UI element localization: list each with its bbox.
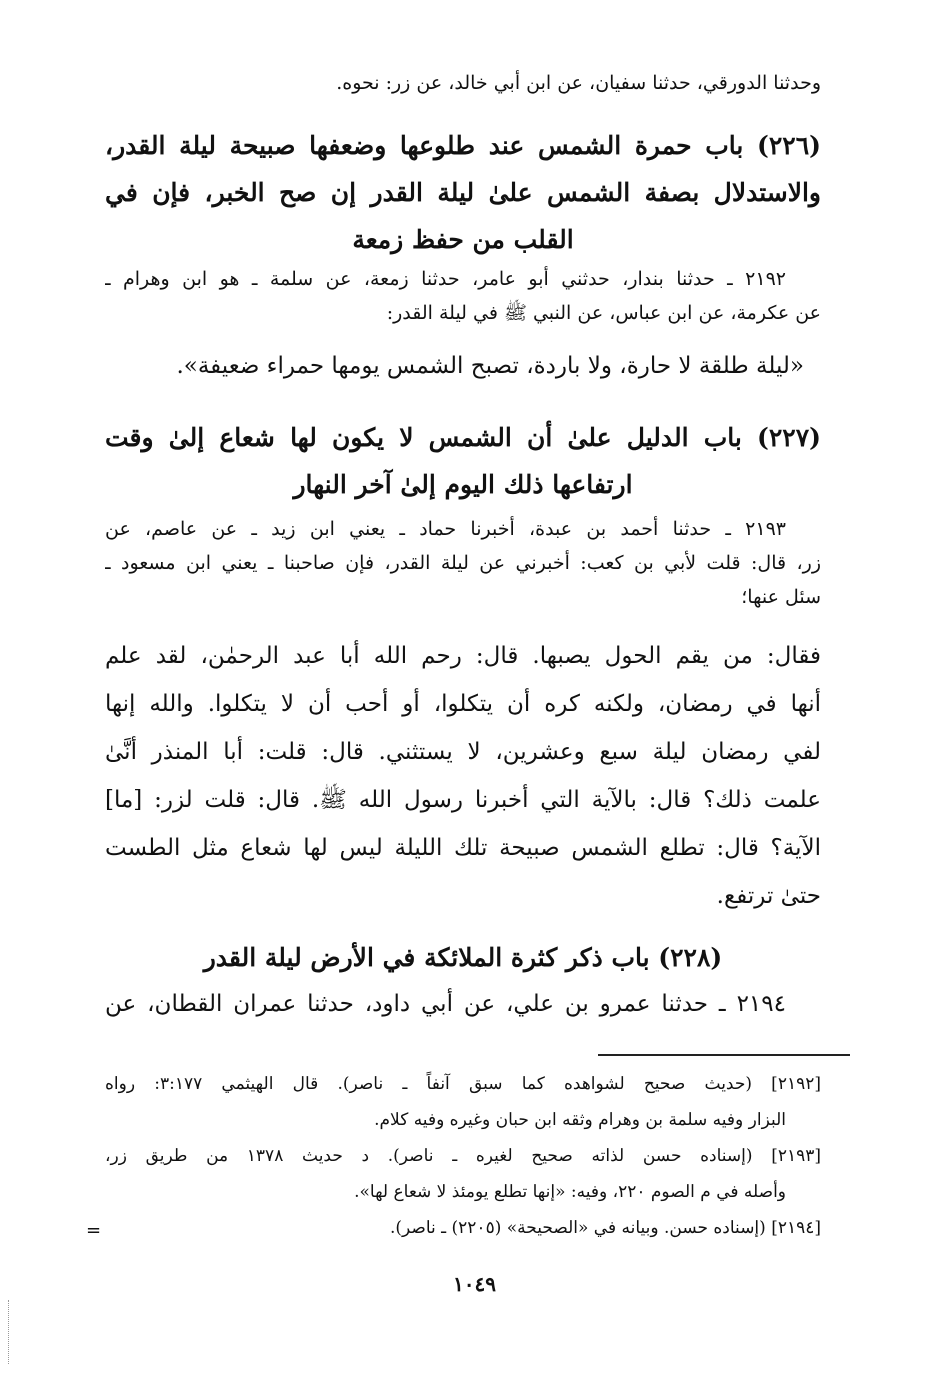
text-line: ٢١٩٣ ـ حدثنا أحمد بن عبدة، أخبرنا حماد ـ يعني ابن زيد ـ عن عاصم، عن <box>105 518 786 540</box>
chapter-heading-228 <box>105 934 821 981</box>
continuation-mark: = <box>86 1220 102 1241</box>
hadith-2193-answer <box>105 632 821 920</box>
text-line: ٢١٩٤ ـ حدثنا عمرو بن علي، عن أبي داود، حدثنا عمران القطان، عن <box>105 991 786 1017</box>
heading-line: (٢٢٦) باب حمرة الشمس عند طلوعها وضعفها صبيحة ليلة القدر، <box>105 131 821 160</box>
text-line: عن عكرمة، عن ابن عباس، عن النبي ﷺ في ليلة القدر: <box>386 302 821 324</box>
text-line: حتىٰ ترتفع. <box>716 883 821 909</box>
text-line: سئل عنها؛ <box>741 586 821 608</box>
footnote-line: [٢١٩٣] (إسناده حسن لذاته صحيح لغيره ـ ناصر). د حديث ١٣٧٨ من طريق زر، <box>105 1146 821 1166</box>
chapter-heading-227 <box>105 414 821 508</box>
scan-edge-mark <box>8 1300 11 1364</box>
text-line: علمت ذلك؟ قال: بالآية التي أخبرنا رسول الله ﷺ. قال: قلت لزر: [ما] <box>105 787 821 813</box>
opening-line <box>105 66 821 100</box>
page-number: ١٠٤٩ <box>453 1272 496 1296</box>
footnote-line: البزار وفيه سلمة بن وهرام وثقه ابن حبان وغيره وفيه كلام. <box>374 1110 786 1130</box>
text-line: وحدثنا الدورقي، حدثنا سفيان، عن ابن أبي خالد، عن زر: نحوه. <box>336 72 821 94</box>
footnote-line: [٢١٩٢] (حديث صحيح لشواهده كما سبق آنفاً ـ ناصر). قال الهيثمي ٣:١٧٧: رواه <box>105 1074 821 1094</box>
text-line: لفي رمضان ليلة سبع وعشرين، لا يستثني. قال: قلت: أبا المنذر أنَّىٰ <box>105 739 821 765</box>
heading-line: ارتفاعها ذلك اليوم إلىٰ آخر النهار <box>293 470 633 499</box>
text-line: زر، قال: قلت لأبي بن كعب: أخبرني عن ليلة القدر، فإن صاحبنا ـ يعني ابن مسعود ـ <box>105 552 821 574</box>
text-line: الآية؟ قال: تطلع الشمس صبيحة تلك الليلة ليس لها شعاع مثل الطست <box>105 835 821 861</box>
heading-line: والاستدلال بصفة الشمس علىٰ ليلة القدر إن صح الخبر، فإن في <box>105 178 821 207</box>
hadith-2194 <box>105 980 821 1028</box>
text-line: أنها في رمضان، ولكنه كره أن يتكلوا، أو أحب أن لا يتكلوا. والله إنها <box>105 691 821 717</box>
prophetic-quote <box>105 342 804 390</box>
hadith-2192 <box>105 262 821 330</box>
heading-line: القلب من حفظ زمعة <box>352 225 574 254</box>
footnote-line: وأصله في م الصوم ٢٢٠، وفيه: «إنها تطلع يومئذ لا شعاع لها». <box>354 1182 786 1202</box>
text-line: ٢١٩٢ ـ حدثنا بندار، حدثني أبو عامر، حدثنا زمعة، عن سلمة ـ هو ابن وهرام ـ <box>105 268 786 290</box>
footnote-separator <box>598 1054 850 1056</box>
footnote-line: [٢١٩٤] (إسناده حسن. وبيانه في «الصحيحة» (٢٢٠٥) ـ ناصر). <box>389 1218 821 1238</box>
footnotes <box>105 1066 821 1246</box>
chapter-heading-226 <box>105 122 821 263</box>
text-line: فقال: من يقم الحول يصبها. قال: رحم الله أبا عبد الرحمٰن، لقد علم <box>105 643 821 669</box>
heading-line: (٢٢٧) باب الدليل علىٰ أن الشمس لا يكون لها شعاع إلىٰ وقت <box>105 423 821 452</box>
heading-line: (٢٢٨) باب ذكر كثرة الملائكة في الأرض ليلة القدر <box>203 943 723 972</box>
hadith-2193 <box>105 512 821 614</box>
quote-line: «ليلة طلقة لا حارة، ولا باردة، تصبح الشمس يومها حمراء ضعيفة». <box>176 353 804 379</box>
